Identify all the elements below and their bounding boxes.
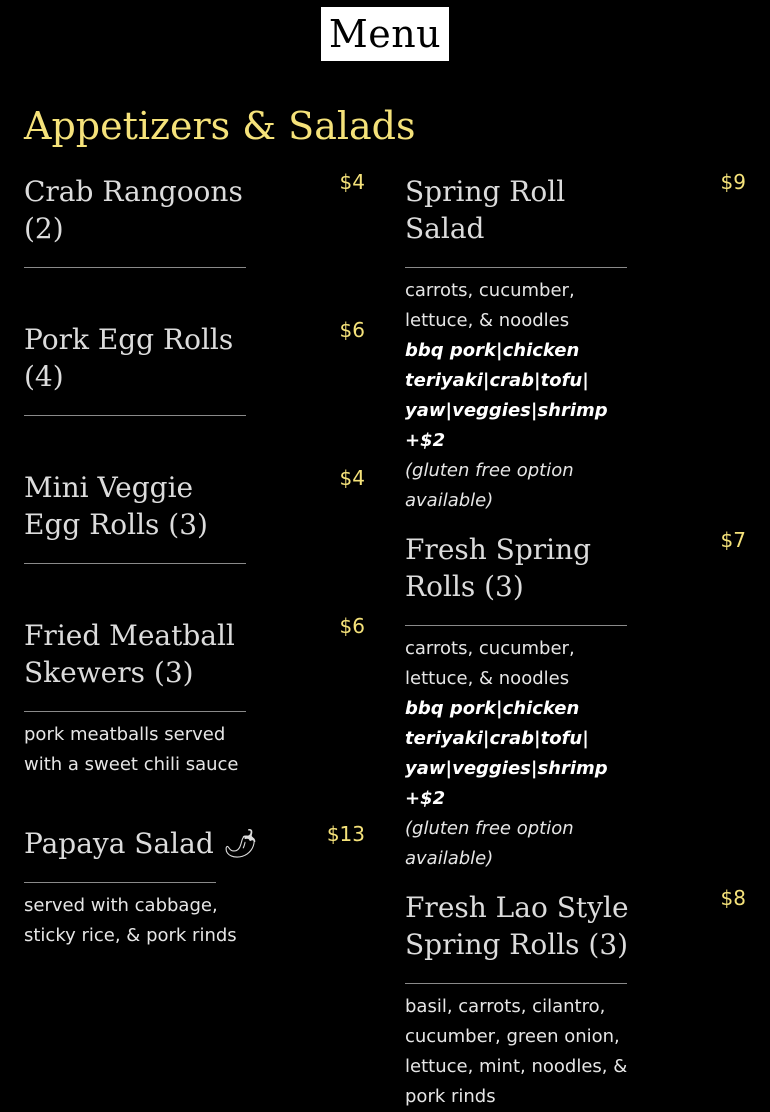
menu-item-fresh-spring-rolls	[405, 528, 746, 874]
divider	[405, 267, 627, 268]
menu-title: Menu	[321, 7, 449, 61]
item-price: $7	[720, 528, 746, 552]
item-name: Pork Egg Rolls (4)	[24, 323, 234, 393]
gluten-free-note: (gluten free option available)	[405, 460, 574, 511]
divider	[24, 415, 246, 416]
item-description: carrots, cucumber, lettuce, & noodles	[405, 638, 575, 689]
menu-item-pork-egg-rolls	[24, 318, 365, 416]
gluten-free-note: (gluten free option available)	[405, 818, 574, 869]
item-price: $13	[326, 822, 365, 846]
menu-item-fresh-lao-style-spring-rolls	[405, 886, 746, 1112]
item-price: $8	[720, 886, 746, 910]
menu-item-fried-meatball-skewers	[24, 614, 365, 780]
protein-options: bbq pork|chicken teriyaki|crab|tofu| yaw|veggies|shrimp +$2	[405, 340, 608, 451]
divider	[24, 563, 246, 564]
item-description: served with cabbage, sticky rice, & pork rinds	[24, 895, 237, 946]
protein-options: bbq pork|chicken teriyaki|crab|tofu| yaw|veggies|shrimp +$2	[405, 698, 608, 809]
divider	[24, 711, 246, 712]
item-name: Papaya Salad 🌶	[24, 827, 259, 860]
divider	[405, 983, 627, 984]
divider	[24, 882, 216, 883]
item-description: pork meatballs served with a sweet chili sauce	[24, 724, 239, 775]
item-name: Mini Veggie Egg Rolls (3)	[24, 471, 208, 541]
menu-item-papaya-salad	[24, 822, 365, 951]
item-price: $9	[720, 170, 746, 194]
divider	[405, 625, 627, 626]
item-name: Crab Rangoons (2)	[24, 175, 243, 245]
divider	[24, 267, 246, 268]
section-title-appetizers-salads: Appetizers & Salads	[24, 104, 416, 148]
item-price: $6	[339, 614, 365, 638]
item-name: Fresh Lao Style Spring Rolls (3)	[405, 891, 629, 961]
item-price: $6	[339, 318, 365, 342]
item-name: Fresh Spring Rolls (3)	[405, 533, 592, 603]
menu-item-mini-veggie-egg-rolls	[24, 466, 365, 564]
item-price: $4	[339, 466, 365, 490]
item-description: basil, carrots, cilantro, cucumber, green onion, lettuce, mint, noodles, & pork rinds	[405, 996, 628, 1107]
item-name: Spring Roll Salad	[405, 175, 566, 245]
menu-item-crab-rangoons	[24, 170, 365, 268]
menu-item-spring-roll-salad	[405, 170, 746, 516]
item-description: carrots, cucumber, lettuce, & noodles	[405, 280, 575, 331]
item-price: $4	[339, 170, 365, 194]
item-name: Fried Meatball Skewers (3)	[24, 619, 235, 689]
